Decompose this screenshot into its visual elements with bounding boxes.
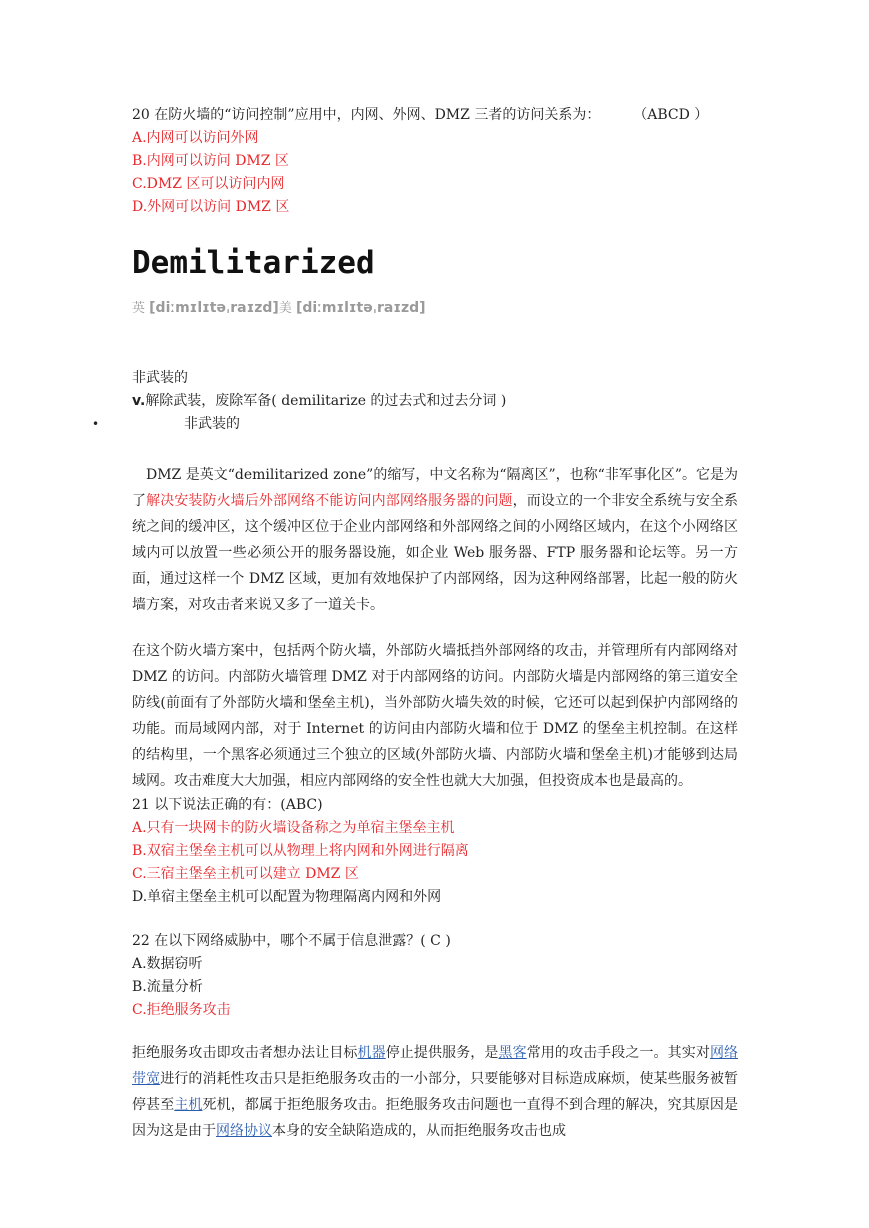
definition-verb-text: 解除武装，废除军备( demilitarize 的过去式和过去分词 ) [145,393,507,409]
q22-option-c: C.拒绝服务攻击 [132,1002,231,1018]
dict-headword: Demilitarized [132,245,375,281]
q21-option-c: C.三宿主堡垒主机可以建立 DMZ 区 [132,866,359,882]
q21-option-b: B.双宿主堡垒主机可以从物理上将内网和外网进行隔离 [132,843,469,859]
q22-question: 22 在以下网络威胁中，哪个不属于信息泄露？( C ) [132,933,451,949]
q20-option-b: B.内网可以访问 DMZ 区 [132,153,289,169]
dict-definitions [92,367,738,436]
spacer [132,618,738,638]
dmz-p2-text: 在这个防火墙方案中，包括两个防火墙，外部防火墙抵挡外部网络的攻击，并管理所有内部网络对 DMZ 的访问。内部防火墙管理 DMZ 对于内部网络的访问。内部防火墙是内部网络的第三道安全防线(前面有了外部防火墙和堡垒主机)，当外部防火墙失效的时候，它还可以起到保护内部网络的功能。而局域网内部，对于 Internet 的访问由内部防火墙和位于 DMZ 的堡垒主机控制。在这样的结构里，一个黑客必须通过三个独立的区域(外部防火墙、内部防火墙和堡垒主机)才能够到达局域网。攻击难度大大加强，相应内部网络的安全性也就大大加强，但投资成本也是最高的。 [132,643,738,789]
dos-text-4: 进行的消耗性攻击只是拒绝服务攻击的一小部分，只要能够对目标造成麻烦，使某些服务被暂停甚至 [132,1071,739,1113]
dos-paragraph [132,1040,738,1144]
q21-option-d: D.单宿主堡垒主机可以配置为物理隔离内网和外网 [132,889,442,905]
dmz-paragraph-1 [132,462,738,618]
document-content [92,104,739,1144]
link-hacker[interactable]: 黑客 [498,1045,527,1061]
q21-option-a: A.只有一块网卡的防火墙设备称之为单宿主堡垒主机 [132,820,455,836]
definition-bullet-item [92,413,738,436]
link-network-bandwidth[interactable]: 网络带宽 [132,1045,739,1087]
bullet-text: 非武装的 [184,416,240,432]
q22-option-a: A.数据窃听 [132,956,203,972]
q20-question: 20 在防火墙的“访问控制”应用中，内网、外网、DMZ 三者的访问关系为： [132,107,601,123]
q20-answer: （ABCD ） [633,107,709,123]
spacer [132,909,738,930]
us-phonetic: [diːmɪlɪtəˌraɪzd] [295,300,426,316]
uk-label: 英 [132,301,146,316]
uk-phonetic: [diːmɪlɪtəˌraɪzd] [149,300,279,316]
dict-phonetics [132,295,738,321]
link-host[interactable]: 主机 [174,1097,203,1113]
q20-option-c: C.DMZ 区可以访问内网 [132,176,285,192]
link-network-protocol[interactable]: 网络协议 [216,1123,272,1139]
definition-verb [132,390,738,413]
dmz-paragraph-2 [132,638,738,794]
q20-option-a: A.内网可以访问外网 [132,130,259,146]
q22-option-b: B.流量分析 [132,979,203,995]
dos-text-2: 停止提供服务，是 [385,1045,499,1061]
q21-question: 21 以下说法正确的有：(ABC) [132,797,323,813]
dos-text-3: 常用的攻击手段之一。其实对 [526,1045,710,1061]
dos-text-5: 死机，都属于拒绝服务攻击。拒绝服务攻击问题也一直得不到合理的解决，究其原因是因为这是由于 [132,1097,739,1139]
us-label: 美 [278,301,292,316]
q20-option-d: D.外网可以访问 DMZ 区 [132,199,290,215]
dmz-p1-start: DMZ 是英文“demilitarized zone”的缩写，中文名称为“隔离区”，也称“非军事化区”。它是为了 [132,467,738,509]
bullet-icon: • [92,417,100,431]
definition-adj: 非武装的 [132,370,188,386]
link-machine[interactable]: 机器 [357,1045,386,1061]
dos-text-6: 本身的安全缺陷造成的，从而拒绝服务攻击也成 [272,1123,566,1139]
q20-question-line [132,104,738,127]
dos-text-1: 拒绝服务攻击即攻击者想办法让目标 [132,1045,358,1061]
definition-verb-pos: v. [132,393,146,409]
spacer [132,1022,738,1040]
dmz-p1-highlight: 解决安装防火墙后外部网络不能访问内部网络服务器的问题 [146,493,513,509]
dmz-p1-end: ，而设立的一个非安全系统与安全系统之间的缓冲区，这个缓冲区位于企业内部网络和外部网络之间的小网络区域内，在这个小网络区域内可以放置一些必须公开的服务器设施，如企业 Web 服务器、FTP 服务器和论坛等。另一方面，通过这样一个 DMZ 区域，更加有效地保护了内部网络，因为这种网络部署，比起一般的防火墙方案，对攻击者来说又多了一道关卡。 [132,493,739,613]
